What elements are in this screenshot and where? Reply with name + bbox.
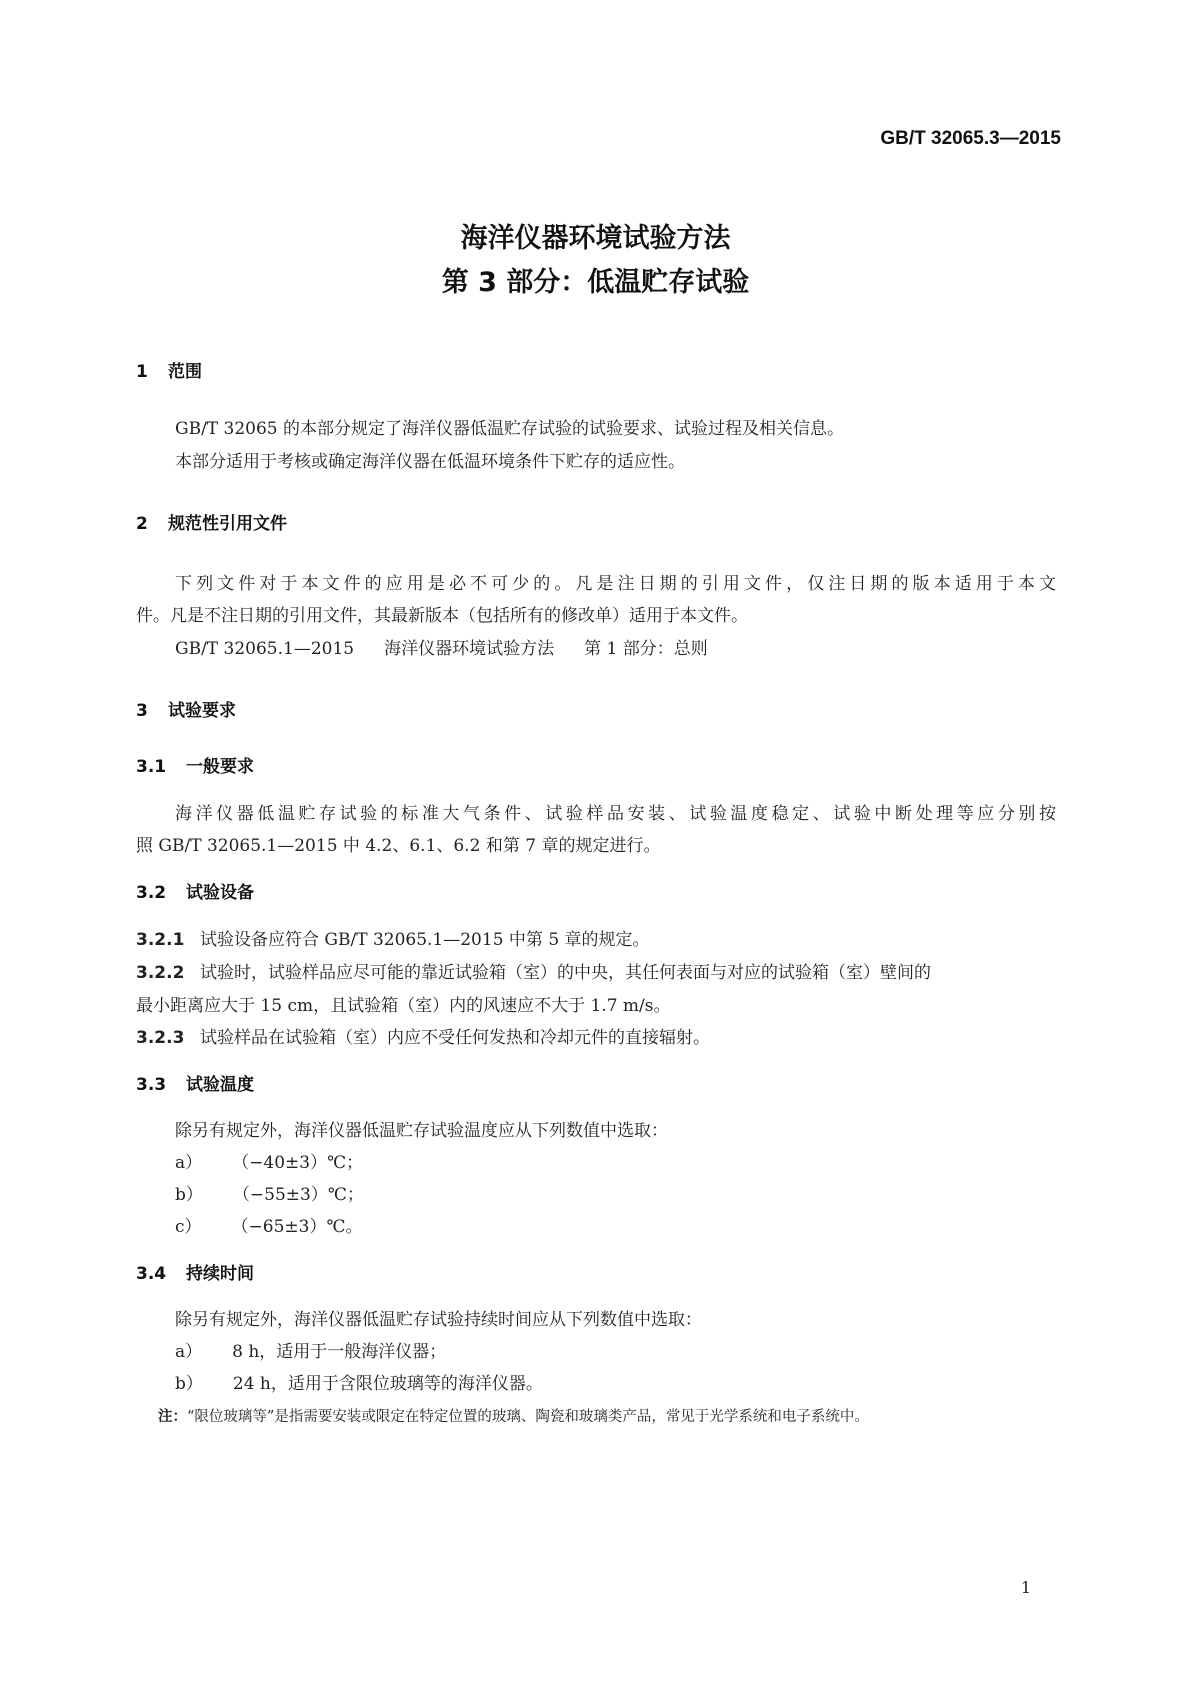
subsection-3-1-heading bbox=[136, 752, 254, 777]
list-text: （−65±3）℃。 bbox=[231, 1217, 363, 1237]
list-item bbox=[175, 1337, 446, 1362]
section-title: 范围 bbox=[168, 362, 202, 382]
subsection-3-3-heading bbox=[136, 1070, 254, 1095]
clause-number: 3.2.2 bbox=[136, 963, 185, 983]
clause-number: 3.2.1 bbox=[136, 930, 185, 950]
paragraph: 海洋仪器低温贮存试验的标准大气条件、试验样品安装、试验温度稳定、试验中断处理等应分别按 bbox=[175, 804, 1056, 824]
note-label: 注： bbox=[158, 1409, 187, 1425]
subsection-3-4-heading bbox=[136, 1259, 254, 1284]
list-label: b） bbox=[175, 1185, 203, 1205]
clause-3-2-3 bbox=[136, 1023, 710, 1048]
paragraph: 除另有规定外，海洋仪器低温贮存试验温度应从下列数值中选取： bbox=[175, 1121, 668, 1141]
list-text: （−40±3）℃； bbox=[232, 1153, 364, 1173]
section-title: 试验要求 bbox=[168, 701, 236, 721]
section-title: 规范性引用文件 bbox=[168, 514, 287, 534]
subsection-title: 试验温度 bbox=[186, 1075, 254, 1095]
subsection-title: 一般要求 bbox=[186, 757, 254, 777]
subsection-number: 3.1 bbox=[136, 757, 167, 777]
subsection-3-2-heading bbox=[136, 878, 254, 903]
list-text: （−55±3）℃； bbox=[232, 1185, 364, 1205]
list-item bbox=[175, 1369, 543, 1394]
standard-number: GB/T 32065.3—2015 bbox=[880, 128, 1061, 149]
clause-number: 3.2.3 bbox=[136, 1028, 185, 1048]
reference-title: 海洋仪器环境试验方法 bbox=[384, 639, 555, 659]
subsection-number: 3.2 bbox=[136, 883, 167, 903]
paragraph: GB/T 32065 的本部分规定了海洋仪器低温贮存试验的试验要求、试验过程及相关信息。 bbox=[175, 419, 845, 439]
normative-reference bbox=[175, 634, 708, 659]
section-2-heading bbox=[136, 509, 287, 534]
clause-3-2-1 bbox=[136, 925, 650, 950]
subsection-number: 3.3 bbox=[136, 1075, 167, 1095]
list-label: b） bbox=[175, 1374, 203, 1394]
list-label: a） bbox=[175, 1342, 203, 1362]
section-3-heading bbox=[136, 696, 236, 721]
section-number: 2 bbox=[136, 514, 148, 534]
note bbox=[158, 1405, 869, 1426]
section-number: 3 bbox=[136, 701, 148, 721]
section-number: 1 bbox=[136, 362, 148, 382]
paragraph-continuation: 件。凡是不注日期的引用文件，其最新版本（包括所有的修改单）适用于本文件。 bbox=[136, 606, 748, 626]
section-1-heading bbox=[136, 357, 202, 382]
paragraph: 本部分适用于考核或确定海洋仪器在低温环境条件下贮存的适应性。 bbox=[175, 452, 685, 472]
list-item bbox=[175, 1212, 362, 1237]
page-number: 1 bbox=[1020, 1578, 1031, 1597]
paragraph-continuation: 照 GB/T 32065.1—2015 中 4.2、6.1、6.2 和第 7 章的规定进行。 bbox=[136, 836, 661, 856]
document-title: 海洋仪器环境试验方法 bbox=[460, 223, 731, 254]
subsection-title: 持续时间 bbox=[186, 1264, 254, 1284]
list-item bbox=[175, 1180, 364, 1205]
reference-part: 第 1 部分：总则 bbox=[584, 639, 708, 659]
clause-3-2-2 bbox=[136, 958, 1056, 983]
list-text: 8 h，适用于一般海洋仪器； bbox=[232, 1342, 447, 1362]
note-text: “限位玻璃等”是指需要安装或限定在特定位置的玻璃、陶瓷和玻璃类产品，常见于光学系统和电子系统中。 bbox=[187, 1409, 869, 1425]
list-text: 24 h，适用于含限位玻璃等的海洋仪器。 bbox=[232, 1374, 543, 1394]
clause-text: 试验时，试验样品应尽可能的靠近试验箱（室）的中央，其任何表面与对应的试验箱（室）壁间的 bbox=[200, 963, 931, 983]
list-label: c） bbox=[175, 1217, 202, 1237]
subsection-number: 3.4 bbox=[136, 1264, 167, 1284]
clause-text: 试验样品在试验箱（室）内应不受任何发热和冷却元件的直接辐射。 bbox=[200, 1028, 710, 1048]
paragraph: 下列文件对于本文件的应用是必不可少的。凡是注日期的引用文件，仅注日期的版本适用于本文 bbox=[175, 574, 1056, 594]
document-subtitle: 第 3 部分：低温贮存试验 bbox=[441, 267, 750, 298]
reference-code: GB/T 32065.1—2015 bbox=[175, 639, 355, 659]
clause-text: 试验设备应符合 GB/T 32065.1—2015 中第 5 章的规定。 bbox=[200, 930, 650, 950]
paragraph-continuation: 最小距离应大于 15 cm，且试验箱（室）内的风速应不大于 1.7 m/s。 bbox=[136, 996, 671, 1016]
paragraph: 除另有规定外，海洋仪器低温贮存试验持续时间应从下列数值中选取： bbox=[175, 1310, 702, 1330]
list-item bbox=[175, 1148, 363, 1173]
subsection-title: 试验设备 bbox=[186, 883, 254, 903]
list-label: a） bbox=[175, 1153, 203, 1173]
